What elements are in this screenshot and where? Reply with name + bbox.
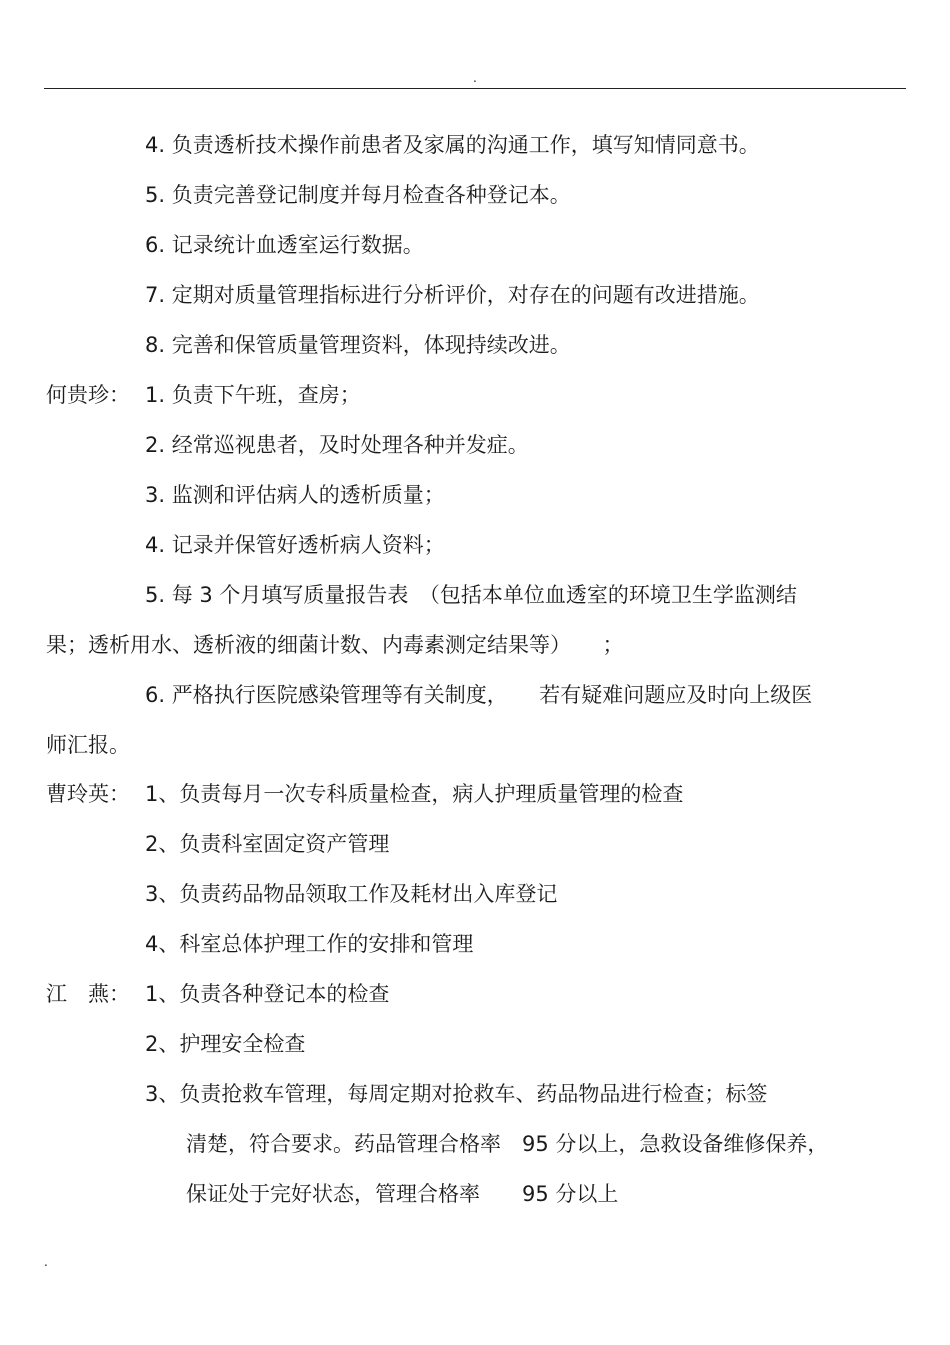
footer-dot: . [44,1255,48,1269]
staff-name-cao: 曹玲英： [46,782,130,806]
duty-line-6: 6. 记录统计血透室运行数据。 [145,233,424,257]
duty-line-4: 4. 负责透析技术操作前患者及家属的沟通工作，填写知情同意书。 [145,133,760,157]
cao-duty-2: 2、负责科室固定资产管理 [145,832,390,856]
header-dot: . [473,71,477,85]
he-duty-5-line-1: 5. 每 3 个月填写质量报告表 （包括本单位血透室的环境卫生学监测结 [145,583,797,607]
jiang-duty-1: 1、负责各种登记本的检查 [145,982,390,1006]
header-rule [44,88,906,89]
he-duty-5-line-2: 果；透析用水、透析液的细菌计数、内毒素测定结果等） ； [46,633,624,657]
he-duty-6-line-1: 6. 严格执行医院感染管理等有关制度， 若有疑难问题应及时向上级医 [145,683,813,707]
duty-line-7: 7. 定期对质量管理指标进行分析评价，对存在的问题有改进措施。 [145,283,760,307]
staff-name-he: 何贵珍： [46,383,130,407]
he-duty-2: 2. 经常巡视患者，及时处理各种并发症。 [145,433,529,457]
he-duty-4: 4. 记录并保管好透析病人资料； [145,533,445,557]
staff-name-jiang: 江 燕： [46,982,130,1006]
jiang-duty-3-line-2: 清楚，符合要求。药品管理合格率 95 分以上，急救设备维修保养， [186,1132,829,1156]
jiang-duty-3-line-3: 保证处于完好状态，管理合格率 95 分以上 [186,1182,619,1206]
jiang-duty-2: 2、护理安全检查 [145,1032,306,1056]
duty-line-5: 5. 负责完善登记制度并每月检查各种登记本。 [145,183,571,207]
cao-duty-1: 1、负责每月一次专科质量检查，病人护理质量管理的检查 [145,782,684,806]
jiang-duty-3-line-1: 3、负责抢救车管理，每周定期对抢救车、药品物品进行检查；标签 [145,1082,768,1106]
duty-line-8: 8. 完善和保管质量管理资料，体现持续改进。 [145,333,571,357]
he-duty-3: 3. 监测和评估病人的透析质量； [145,483,445,507]
cao-duty-4: 4、科室总体护理工作的安排和管理 [145,932,474,956]
he-duty-1: 1. 负责下午班，查房； [145,383,361,407]
cao-duty-3: 3、负责药品物品领取工作及耗材出入库登记 [145,882,558,906]
he-duty-6-line-2: 师汇报。 [46,733,130,757]
